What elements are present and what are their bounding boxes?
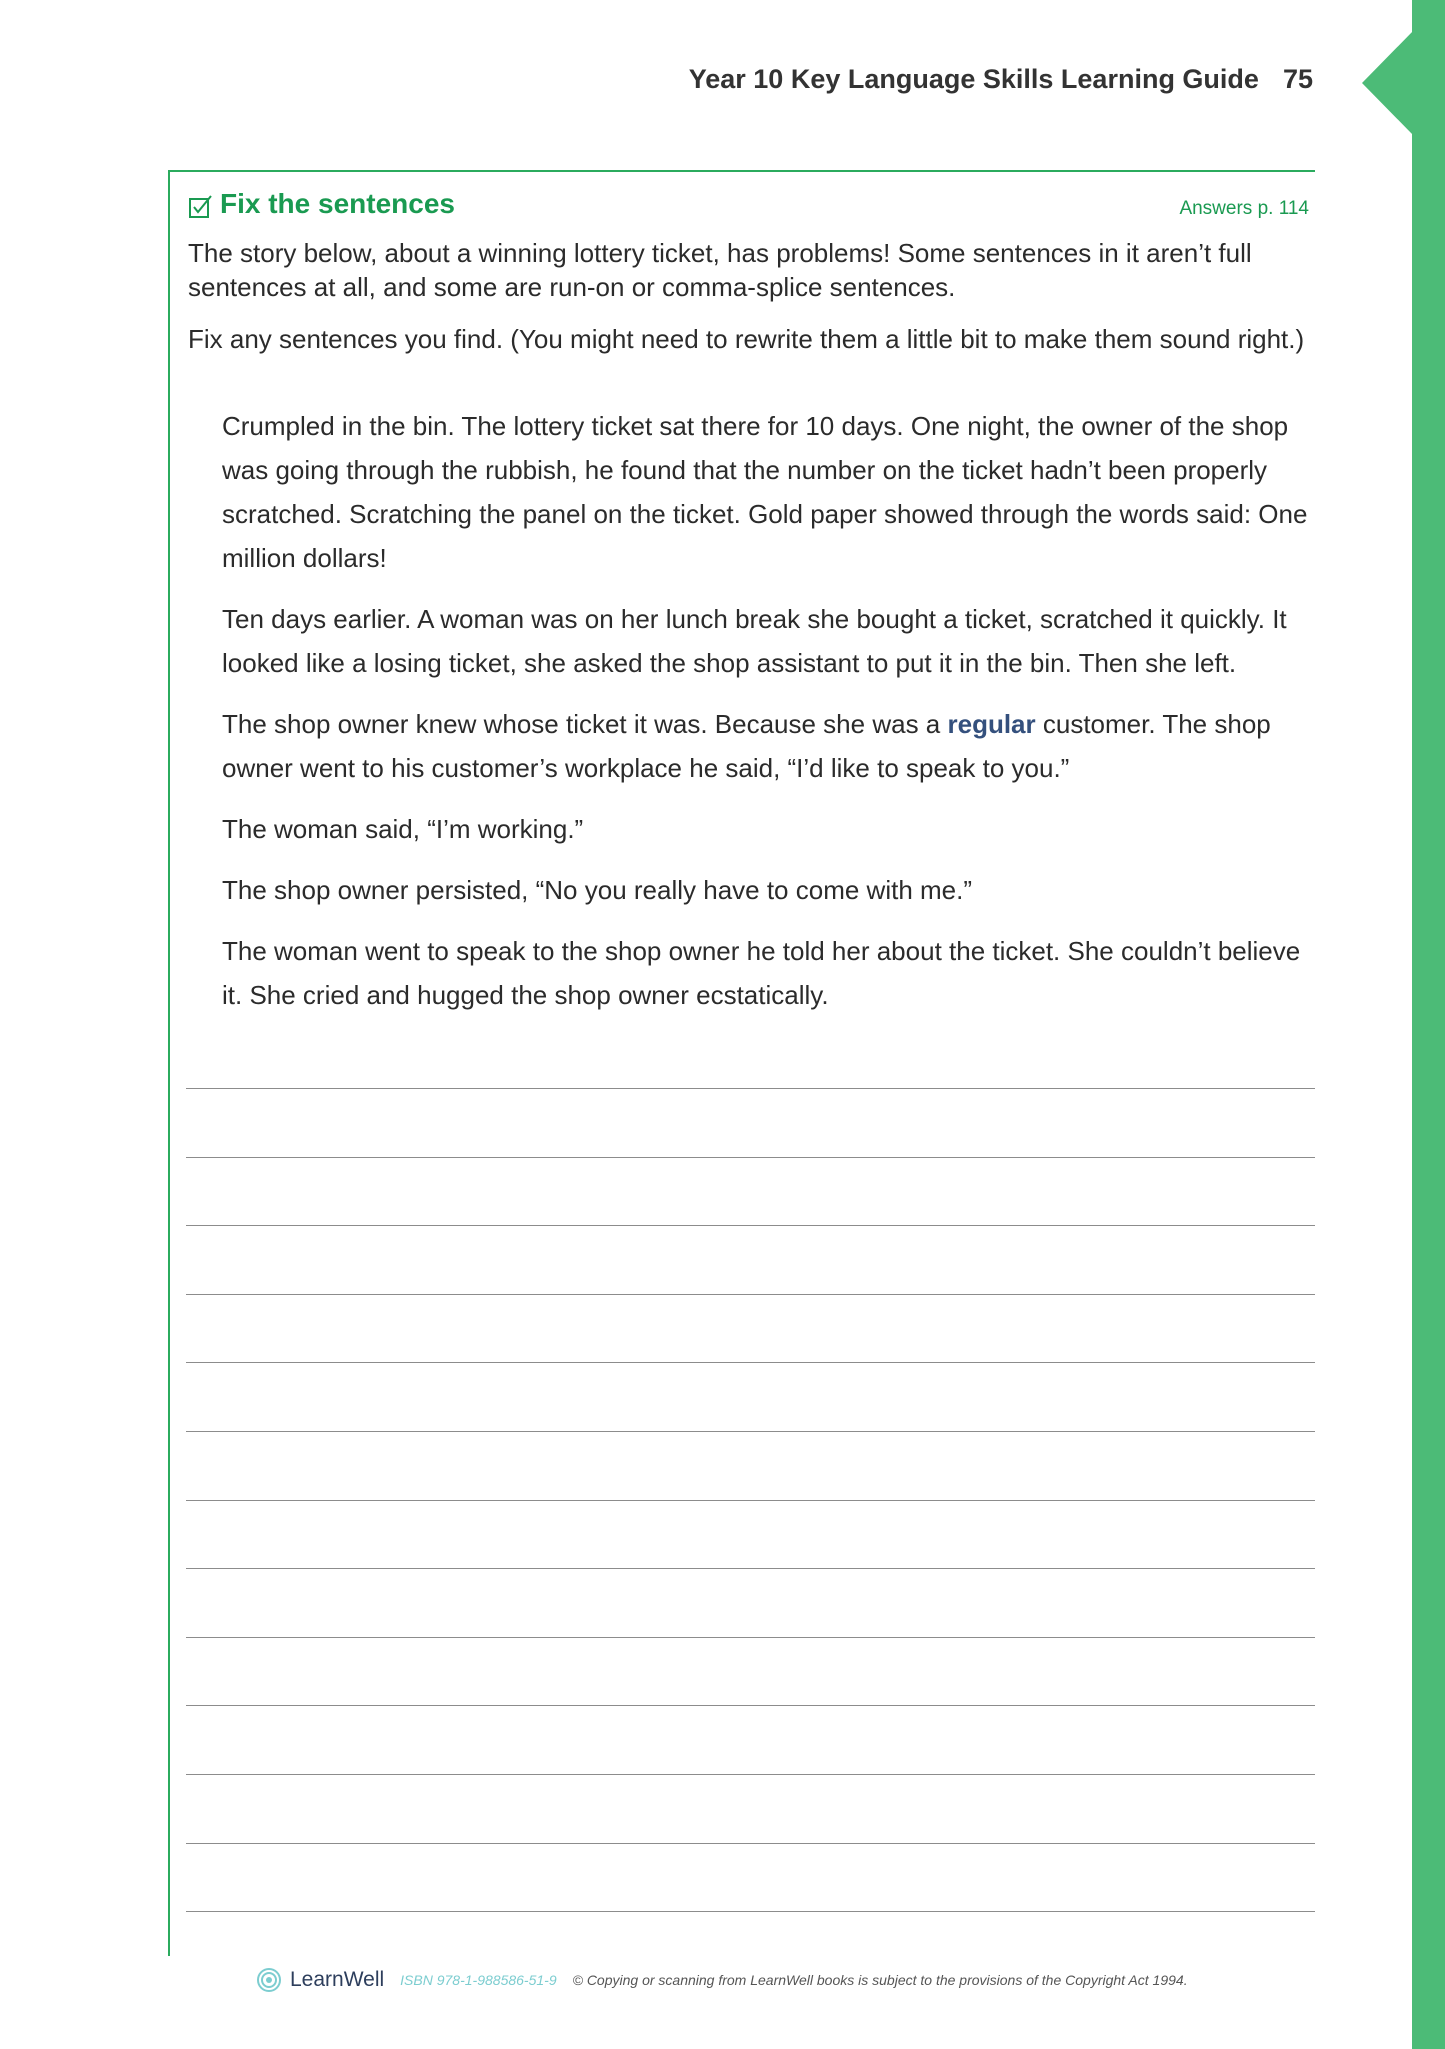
story-text-span: The shop owner knew whose ticket it was. Because she was a xyxy=(222,709,948,739)
story-paragraph: The woman went to speak to the shop owner he told her about the ticket. She couldn’t believe it. She cried and hugged the shop owner ecstatically. xyxy=(222,936,1301,1010)
vocabulary-keyword: regular xyxy=(947,709,1036,739)
guide-title: Year 10 Key Language Skills Learning Guide xyxy=(688,64,1259,94)
writing-line xyxy=(186,1637,1315,1638)
writing-line xyxy=(186,1705,1315,1706)
learnwell-logo-icon xyxy=(256,1967,282,1993)
story-paragraph: Ten days earlier. A woman was on her lunch break she bought a ticket, scratched it quickly. It looked like a losing ticket, she asked the shop assistant to put it in the bin. Then she left. xyxy=(222,604,1287,678)
writing-lines xyxy=(186,1088,1315,1980)
writing-line xyxy=(186,1088,1315,1089)
writing-line xyxy=(186,1911,1315,1912)
writing-line xyxy=(186,1431,1315,1432)
instruction-text: The story below, about a winning lottery ticket, has problems! Some sentences in it aren’t full sentences at all, and some are run-on or comma-splice sentences. xyxy=(188,238,1252,302)
story-paragraph: The woman said, “I’m working.” xyxy=(222,814,584,844)
page-tab-arrow xyxy=(1362,30,1414,136)
running-header xyxy=(689,64,1313,95)
writing-line xyxy=(186,1568,1315,1569)
copyright-notice: © Copying or scanning from LearnWell books is subject to the provisions of the Copyright Act 1994. xyxy=(572,1972,1188,1988)
writing-line xyxy=(186,1843,1315,1844)
writing-line xyxy=(186,1294,1315,1295)
story-paragraph xyxy=(222,702,1312,790)
story-text-span: customer. The shop owner went to his customer’s workplace he said, “I’d like to speak to you.” xyxy=(222,709,1271,783)
side-color-bar xyxy=(1412,0,1445,2049)
page-number: 75 xyxy=(1282,64,1313,94)
writing-line xyxy=(186,1362,1315,1363)
answers-reference: Answers p. 114 xyxy=(1179,198,1309,219)
page-footer xyxy=(256,1965,1188,1995)
activity-title: Fix the sentences xyxy=(220,188,455,219)
checkbox-pencil-icon xyxy=(188,194,214,220)
writing-line xyxy=(186,1500,1315,1501)
logo-text: LearnWell xyxy=(290,1968,385,1991)
writing-line xyxy=(186,1225,1315,1226)
writing-line xyxy=(186,1157,1315,1158)
story-text xyxy=(222,404,1312,1034)
story-paragraph: Crumpled in the bin. The lottery ticket sat there for 10 days. One night, the owner of the shop was going through the rubbish, he found that the number on the ticket hadn’t been properly scratched. Scratching the panel on the ticket. Gold paper showed through the words said: One million dollars! xyxy=(222,411,1308,573)
story-paragraph: The shop owner persisted, “No you really have to come with me.” xyxy=(222,875,973,905)
activity-header xyxy=(188,186,1309,226)
instruction-text: Fix any sentences you find. (You might need to rewrite them a little bit to make them sound right.) xyxy=(188,324,1305,354)
isbn: ISBN 978-1-988586-51-9 xyxy=(400,1972,557,1988)
writing-line xyxy=(186,1774,1315,1775)
